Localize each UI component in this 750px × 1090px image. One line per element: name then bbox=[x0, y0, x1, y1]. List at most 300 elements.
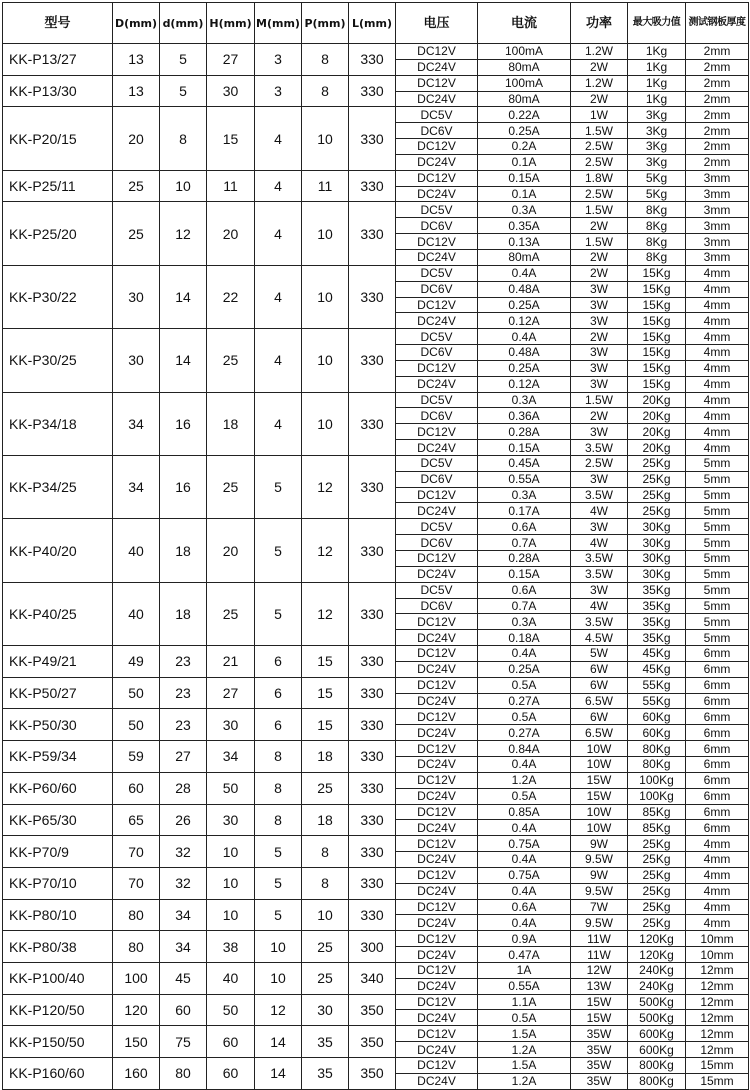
current-cell: 0.1A bbox=[478, 186, 571, 202]
current-cell: 80mA bbox=[478, 59, 571, 75]
m-cell: 10 bbox=[255, 962, 302, 994]
d-outer-cell: 40 bbox=[113, 519, 160, 582]
max-force-cell: 15Kg bbox=[628, 313, 686, 329]
current-cell: 0.4A bbox=[478, 883, 571, 899]
power-cell: 1.5W bbox=[571, 123, 628, 139]
voltage-cell: DC24V bbox=[396, 978, 478, 994]
power-cell: 2W bbox=[571, 265, 628, 281]
thickness-cell: 4mm bbox=[686, 408, 749, 424]
max-force-cell: 30Kg bbox=[628, 535, 686, 551]
l-cell: 330 bbox=[349, 392, 396, 455]
max-force-cell: 25Kg bbox=[628, 883, 686, 899]
header-m: M(mm) bbox=[255, 3, 302, 44]
header-h: H(mm) bbox=[207, 3, 255, 44]
power-cell: 4.5W bbox=[571, 630, 628, 646]
power-cell: 3W bbox=[571, 519, 628, 535]
max-force-cell: 1Kg bbox=[628, 44, 686, 60]
thickness-cell: 4mm bbox=[686, 440, 749, 456]
power-cell: 1.2W bbox=[571, 44, 628, 60]
max-force-cell: 15Kg bbox=[628, 265, 686, 281]
current-cell: 0.13A bbox=[478, 234, 571, 250]
l-cell: 330 bbox=[349, 836, 396, 868]
power-cell: 7W bbox=[571, 899, 628, 915]
current-cell: 100mA bbox=[478, 44, 571, 60]
model-cell: KK-P49/21 bbox=[3, 646, 113, 678]
d-inner-cell: 34 bbox=[160, 931, 207, 963]
thickness-cell: 3mm bbox=[686, 249, 749, 265]
table-row bbox=[3, 741, 749, 757]
table-row bbox=[3, 646, 749, 662]
thickness-cell: 12mm bbox=[686, 994, 749, 1010]
current-cell: 0.25A bbox=[478, 360, 571, 376]
thickness-cell: 2mm bbox=[686, 75, 749, 91]
thickness-cell: 5mm bbox=[686, 535, 749, 551]
h-cell: 27 bbox=[207, 677, 255, 709]
thickness-cell: 6mm bbox=[686, 661, 749, 677]
power-cell: 13W bbox=[571, 978, 628, 994]
voltage-cell: DC5V bbox=[396, 519, 478, 535]
max-force-cell: 500Kg bbox=[628, 1010, 686, 1026]
max-force-cell: 800Kg bbox=[628, 1058, 686, 1074]
l-cell: 330 bbox=[349, 677, 396, 709]
voltage-cell: DC12V bbox=[396, 772, 478, 788]
voltage-cell: DC24V bbox=[396, 725, 478, 741]
max-force-cell: 15Kg bbox=[628, 345, 686, 361]
max-force-cell: 240Kg bbox=[628, 978, 686, 994]
thickness-cell: 12mm bbox=[686, 1042, 749, 1058]
thickness-cell: 10mm bbox=[686, 947, 749, 963]
table-row bbox=[3, 772, 749, 788]
thickness-cell: 6mm bbox=[686, 646, 749, 662]
l-cell: 300 bbox=[349, 931, 396, 963]
max-force-cell: 8Kg bbox=[628, 249, 686, 265]
m-cell: 5 bbox=[255, 582, 302, 645]
voltage-cell: DC24V bbox=[396, 503, 478, 519]
max-force-cell: 3Kg bbox=[628, 154, 686, 170]
thickness-cell: 4mm bbox=[686, 313, 749, 329]
max-force-cell: 20Kg bbox=[628, 408, 686, 424]
d-outer-cell: 100 bbox=[113, 962, 160, 994]
l-cell: 330 bbox=[349, 582, 396, 645]
voltage-cell: DC24V bbox=[396, 249, 478, 265]
voltage-cell: DC12V bbox=[396, 551, 478, 567]
max-force-cell: 120Kg bbox=[628, 931, 686, 947]
voltage-cell: DC12V bbox=[396, 994, 478, 1010]
model-cell: KK-P100/40 bbox=[3, 962, 113, 994]
max-force-cell: 8Kg bbox=[628, 218, 686, 234]
m-cell: 10 bbox=[255, 931, 302, 963]
voltage-cell: DC24V bbox=[396, 947, 478, 963]
max-force-cell: 100Kg bbox=[628, 772, 686, 788]
current-cell: 0.28A bbox=[478, 551, 571, 567]
thickness-cell: 3mm bbox=[686, 202, 749, 218]
model-cell: KK-P59/34 bbox=[3, 741, 113, 773]
current-cell: 0.6A bbox=[478, 519, 571, 535]
max-force-cell: 35Kg bbox=[628, 630, 686, 646]
max-force-cell: 3Kg bbox=[628, 107, 686, 123]
voltage-cell: DC24V bbox=[396, 154, 478, 170]
d-outer-cell: 50 bbox=[113, 677, 160, 709]
thickness-cell: 5mm bbox=[686, 551, 749, 567]
p-cell: 12 bbox=[302, 519, 349, 582]
p-cell: 8 bbox=[302, 44, 349, 76]
header-row bbox=[3, 3, 749, 44]
power-cell: 6W bbox=[571, 661, 628, 677]
p-cell: 15 bbox=[302, 646, 349, 678]
model-cell: KK-P150/50 bbox=[3, 1026, 113, 1058]
table-row bbox=[3, 1058, 749, 1074]
d-outer-cell: 20 bbox=[113, 107, 160, 170]
l-cell: 330 bbox=[349, 170, 396, 202]
power-cell: 9.5W bbox=[571, 915, 628, 931]
voltage-cell: DC6V bbox=[396, 123, 478, 139]
voltage-cell: DC5V bbox=[396, 582, 478, 598]
h-cell: 50 bbox=[207, 772, 255, 804]
voltage-cell: DC24V bbox=[396, 661, 478, 677]
table-row bbox=[3, 44, 749, 60]
thickness-cell: 6mm bbox=[686, 788, 749, 804]
m-cell: 6 bbox=[255, 677, 302, 709]
d-inner-cell: 16 bbox=[160, 455, 207, 518]
thickness-cell: 6mm bbox=[686, 820, 749, 836]
h-cell: 30 bbox=[207, 75, 255, 107]
d-inner-cell: 14 bbox=[160, 265, 207, 328]
max-force-cell: 240Kg bbox=[628, 962, 686, 978]
thickness-cell: 5mm bbox=[686, 582, 749, 598]
current-cell: 0.18A bbox=[478, 630, 571, 646]
d-inner-cell: 45 bbox=[160, 962, 207, 994]
d-outer-cell: 34 bbox=[113, 392, 160, 455]
voltage-cell: DC24V bbox=[396, 693, 478, 709]
power-cell: 9W bbox=[571, 867, 628, 883]
m-cell: 5 bbox=[255, 899, 302, 931]
thickness-cell: 5mm bbox=[686, 487, 749, 503]
max-force-cell: 35Kg bbox=[628, 614, 686, 630]
current-cell: 0.3A bbox=[478, 392, 571, 408]
voltage-cell: DC12V bbox=[396, 962, 478, 978]
p-cell: 10 bbox=[302, 265, 349, 328]
m-cell: 3 bbox=[255, 44, 302, 76]
voltage-cell: DC5V bbox=[396, 107, 478, 123]
h-cell: 20 bbox=[207, 202, 255, 265]
power-cell: 10W bbox=[571, 756, 628, 772]
power-cell: 10W bbox=[571, 820, 628, 836]
voltage-cell: DC6V bbox=[396, 218, 478, 234]
voltage-cell: DC12V bbox=[396, 1026, 478, 1042]
voltage-cell: DC6V bbox=[396, 535, 478, 551]
current-cell: 0.22A bbox=[478, 107, 571, 123]
h-cell: 25 bbox=[207, 329, 255, 392]
table-row bbox=[3, 1026, 749, 1042]
current-cell: 0.2A bbox=[478, 139, 571, 155]
power-cell: 11W bbox=[571, 947, 628, 963]
l-cell: 350 bbox=[349, 994, 396, 1026]
table-row bbox=[3, 804, 749, 820]
power-cell: 15W bbox=[571, 994, 628, 1010]
current-cell: 0.5A bbox=[478, 788, 571, 804]
power-cell: 12W bbox=[571, 962, 628, 978]
max-force-cell: 5Kg bbox=[628, 170, 686, 186]
d-outer-cell: 30 bbox=[113, 329, 160, 392]
current-cell: 0.5A bbox=[478, 677, 571, 693]
max-force-cell: 3Kg bbox=[628, 139, 686, 155]
d-outer-cell: 25 bbox=[113, 202, 160, 265]
p-cell: 10 bbox=[302, 899, 349, 931]
power-cell: 9.5W bbox=[571, 883, 628, 899]
l-cell: 330 bbox=[349, 899, 396, 931]
power-cell: 35W bbox=[571, 1058, 628, 1074]
thickness-cell: 3mm bbox=[686, 218, 749, 234]
h-cell: 27 bbox=[207, 44, 255, 76]
model-cell: KK-P120/50 bbox=[3, 994, 113, 1026]
l-cell: 330 bbox=[349, 867, 396, 899]
header-d-inner: d(mm) bbox=[160, 3, 207, 44]
m-cell: 14 bbox=[255, 1026, 302, 1058]
max-force-cell: 1Kg bbox=[628, 91, 686, 107]
power-cell: 2W bbox=[571, 249, 628, 265]
current-cell: 0.55A bbox=[478, 471, 571, 487]
current-cell: 0.48A bbox=[478, 281, 571, 297]
power-cell: 3W bbox=[571, 345, 628, 361]
max-force-cell: 45Kg bbox=[628, 646, 686, 662]
model-cell: KK-P25/20 bbox=[3, 202, 113, 265]
m-cell: 8 bbox=[255, 804, 302, 836]
power-cell: 10W bbox=[571, 741, 628, 757]
current-cell: 0.75A bbox=[478, 867, 571, 883]
thickness-cell: 10mm bbox=[686, 931, 749, 947]
current-cell: 1A bbox=[478, 962, 571, 978]
table-row bbox=[3, 709, 749, 725]
model-cell: KK-P40/25 bbox=[3, 582, 113, 645]
table-row bbox=[3, 455, 749, 471]
current-cell: 0.4A bbox=[478, 852, 571, 868]
voltage-cell: DC12V bbox=[396, 899, 478, 915]
thickness-cell: 4mm bbox=[686, 329, 749, 345]
d-inner-cell: 80 bbox=[160, 1058, 207, 1090]
model-cell: KK-P25/11 bbox=[3, 170, 113, 202]
power-cell: 6W bbox=[571, 709, 628, 725]
voltage-cell: DC24V bbox=[396, 59, 478, 75]
power-cell: 15W bbox=[571, 788, 628, 804]
max-force-cell: 15Kg bbox=[628, 281, 686, 297]
power-cell: 2W bbox=[571, 91, 628, 107]
voltage-cell: DC6V bbox=[396, 281, 478, 297]
table-row bbox=[3, 962, 749, 978]
h-cell: 34 bbox=[207, 741, 255, 773]
current-cell: 0.15A bbox=[478, 566, 571, 582]
d-outer-cell: 160 bbox=[113, 1058, 160, 1090]
h-cell: 18 bbox=[207, 392, 255, 455]
voltage-cell: DC12V bbox=[396, 360, 478, 376]
p-cell: 35 bbox=[302, 1058, 349, 1090]
voltage-cell: DC12V bbox=[396, 677, 478, 693]
power-cell: 2.5W bbox=[571, 139, 628, 155]
voltage-cell: DC5V bbox=[396, 202, 478, 218]
max-force-cell: 1Kg bbox=[628, 59, 686, 75]
p-cell: 8 bbox=[302, 836, 349, 868]
voltage-cell: DC12V bbox=[396, 234, 478, 250]
d-inner-cell: 18 bbox=[160, 519, 207, 582]
l-cell: 330 bbox=[349, 804, 396, 836]
model-cell: KK-P20/15 bbox=[3, 107, 113, 170]
l-cell: 330 bbox=[349, 772, 396, 804]
m-cell: 4 bbox=[255, 170, 302, 202]
current-cell: 1.2A bbox=[478, 1073, 571, 1089]
model-cell: KK-P40/20 bbox=[3, 519, 113, 582]
header-thickness: 测试钢板厚度 bbox=[686, 3, 749, 44]
current-cell: 0.35A bbox=[478, 218, 571, 234]
thickness-cell: 12mm bbox=[686, 1026, 749, 1042]
thickness-cell: 2mm bbox=[686, 139, 749, 155]
h-cell: 40 bbox=[207, 962, 255, 994]
power-cell: 9.5W bbox=[571, 852, 628, 868]
power-cell: 3.5W bbox=[571, 566, 628, 582]
current-cell: 0.12A bbox=[478, 313, 571, 329]
power-cell: 6.5W bbox=[571, 725, 628, 741]
current-cell: 0.25A bbox=[478, 661, 571, 677]
l-cell: 350 bbox=[349, 1026, 396, 1058]
max-force-cell: 8Kg bbox=[628, 202, 686, 218]
header-current: 电流 bbox=[478, 3, 571, 44]
table-row bbox=[3, 519, 749, 535]
d-inner-cell: 23 bbox=[160, 709, 207, 741]
max-force-cell: 85Kg bbox=[628, 820, 686, 836]
l-cell: 330 bbox=[349, 75, 396, 107]
max-force-cell: 55Kg bbox=[628, 677, 686, 693]
l-cell: 330 bbox=[349, 741, 396, 773]
thickness-cell: 2mm bbox=[686, 91, 749, 107]
p-cell: 15 bbox=[302, 677, 349, 709]
power-cell: 3W bbox=[571, 281, 628, 297]
h-cell: 15 bbox=[207, 107, 255, 170]
max-force-cell: 25Kg bbox=[628, 503, 686, 519]
max-force-cell: 25Kg bbox=[628, 455, 686, 471]
d-outer-cell: 13 bbox=[113, 75, 160, 107]
power-cell: 35W bbox=[571, 1042, 628, 1058]
power-cell: 2.5W bbox=[571, 455, 628, 471]
current-cell: 0.17A bbox=[478, 503, 571, 519]
table-row bbox=[3, 582, 749, 598]
max-force-cell: 15Kg bbox=[628, 329, 686, 345]
thickness-cell: 4mm bbox=[686, 281, 749, 297]
thickness-cell: 4mm bbox=[686, 392, 749, 408]
h-cell: 20 bbox=[207, 519, 255, 582]
model-cell: KK-P13/27 bbox=[3, 44, 113, 76]
d-inner-cell: 23 bbox=[160, 677, 207, 709]
p-cell: 18 bbox=[302, 741, 349, 773]
table-row bbox=[3, 677, 749, 693]
voltage-cell: DC12V bbox=[396, 75, 478, 91]
current-cell: 0.4A bbox=[478, 265, 571, 281]
voltage-cell: DC24V bbox=[396, 630, 478, 646]
model-cell: KK-P34/25 bbox=[3, 455, 113, 518]
thickness-cell: 12mm bbox=[686, 1010, 749, 1026]
thickness-cell: 5mm bbox=[686, 614, 749, 630]
h-cell: 60 bbox=[207, 1058, 255, 1090]
voltage-cell: DC12V bbox=[396, 424, 478, 440]
d-outer-cell: 70 bbox=[113, 836, 160, 868]
p-cell: 25 bbox=[302, 931, 349, 963]
voltage-cell: DC24V bbox=[396, 788, 478, 804]
current-cell: 0.4A bbox=[478, 646, 571, 662]
p-cell: 8 bbox=[302, 867, 349, 899]
l-cell: 330 bbox=[349, 107, 396, 170]
current-cell: 0.7A bbox=[478, 535, 571, 551]
voltage-cell: DC5V bbox=[396, 329, 478, 345]
thickness-cell: 6mm bbox=[686, 677, 749, 693]
current-cell: 0.15A bbox=[478, 170, 571, 186]
power-cell: 3.5W bbox=[571, 614, 628, 630]
thickness-cell: 5mm bbox=[686, 566, 749, 582]
model-cell: KK-P60/60 bbox=[3, 772, 113, 804]
current-cell: 0.4A bbox=[478, 329, 571, 345]
m-cell: 5 bbox=[255, 455, 302, 518]
max-force-cell: 25Kg bbox=[628, 867, 686, 883]
max-force-cell: 8Kg bbox=[628, 234, 686, 250]
power-cell: 4W bbox=[571, 598, 628, 614]
max-force-cell: 80Kg bbox=[628, 741, 686, 757]
thickness-cell: 5mm bbox=[686, 471, 749, 487]
current-cell: 0.27A bbox=[478, 725, 571, 741]
voltage-cell: DC24V bbox=[396, 1073, 478, 1089]
voltage-cell: DC12V bbox=[396, 44, 478, 60]
voltage-cell: DC12V bbox=[396, 804, 478, 820]
d-inner-cell: 16 bbox=[160, 392, 207, 455]
voltage-cell: DC12V bbox=[396, 709, 478, 725]
thickness-cell: 6mm bbox=[686, 725, 749, 741]
current-cell: 0.36A bbox=[478, 408, 571, 424]
d-inner-cell: 27 bbox=[160, 741, 207, 773]
l-cell: 330 bbox=[349, 709, 396, 741]
voltage-cell: DC12V bbox=[396, 170, 478, 186]
thickness-cell: 15mm bbox=[686, 1073, 749, 1089]
table-row bbox=[3, 899, 749, 915]
power-cell: 4W bbox=[571, 535, 628, 551]
current-cell: 0.1A bbox=[478, 154, 571, 170]
table-row bbox=[3, 994, 749, 1010]
d-outer-cell: 30 bbox=[113, 265, 160, 328]
current-cell: 0.3A bbox=[478, 614, 571, 630]
table-row bbox=[3, 107, 749, 123]
m-cell: 4 bbox=[255, 329, 302, 392]
m-cell: 3 bbox=[255, 75, 302, 107]
current-cell: 80mA bbox=[478, 91, 571, 107]
power-cell: 2.5W bbox=[571, 186, 628, 202]
current-cell: 0.4A bbox=[478, 756, 571, 772]
m-cell: 5 bbox=[255, 836, 302, 868]
voltage-cell: DC12V bbox=[396, 1058, 478, 1074]
table-row bbox=[3, 75, 749, 91]
d-inner-cell: 75 bbox=[160, 1026, 207, 1058]
power-cell: 1.2W bbox=[571, 75, 628, 91]
m-cell: 6 bbox=[255, 646, 302, 678]
m-cell: 4 bbox=[255, 107, 302, 170]
power-cell: 2.5W bbox=[571, 154, 628, 170]
header-l: L(mm) bbox=[349, 3, 396, 44]
d-outer-cell: 80 bbox=[113, 899, 160, 931]
max-force-cell: 30Kg bbox=[628, 566, 686, 582]
model-cell: KK-P30/22 bbox=[3, 265, 113, 328]
d-outer-cell: 80 bbox=[113, 931, 160, 963]
p-cell: 25 bbox=[302, 962, 349, 994]
header-voltage: 电压 bbox=[396, 3, 478, 44]
spec-table-body bbox=[3, 44, 749, 1090]
max-force-cell: 120Kg bbox=[628, 947, 686, 963]
header-max-force: 最大吸力值 bbox=[628, 3, 686, 44]
current-cell: 0.25A bbox=[478, 123, 571, 139]
current-cell: 1.5A bbox=[478, 1058, 571, 1074]
h-cell: 60 bbox=[207, 1026, 255, 1058]
